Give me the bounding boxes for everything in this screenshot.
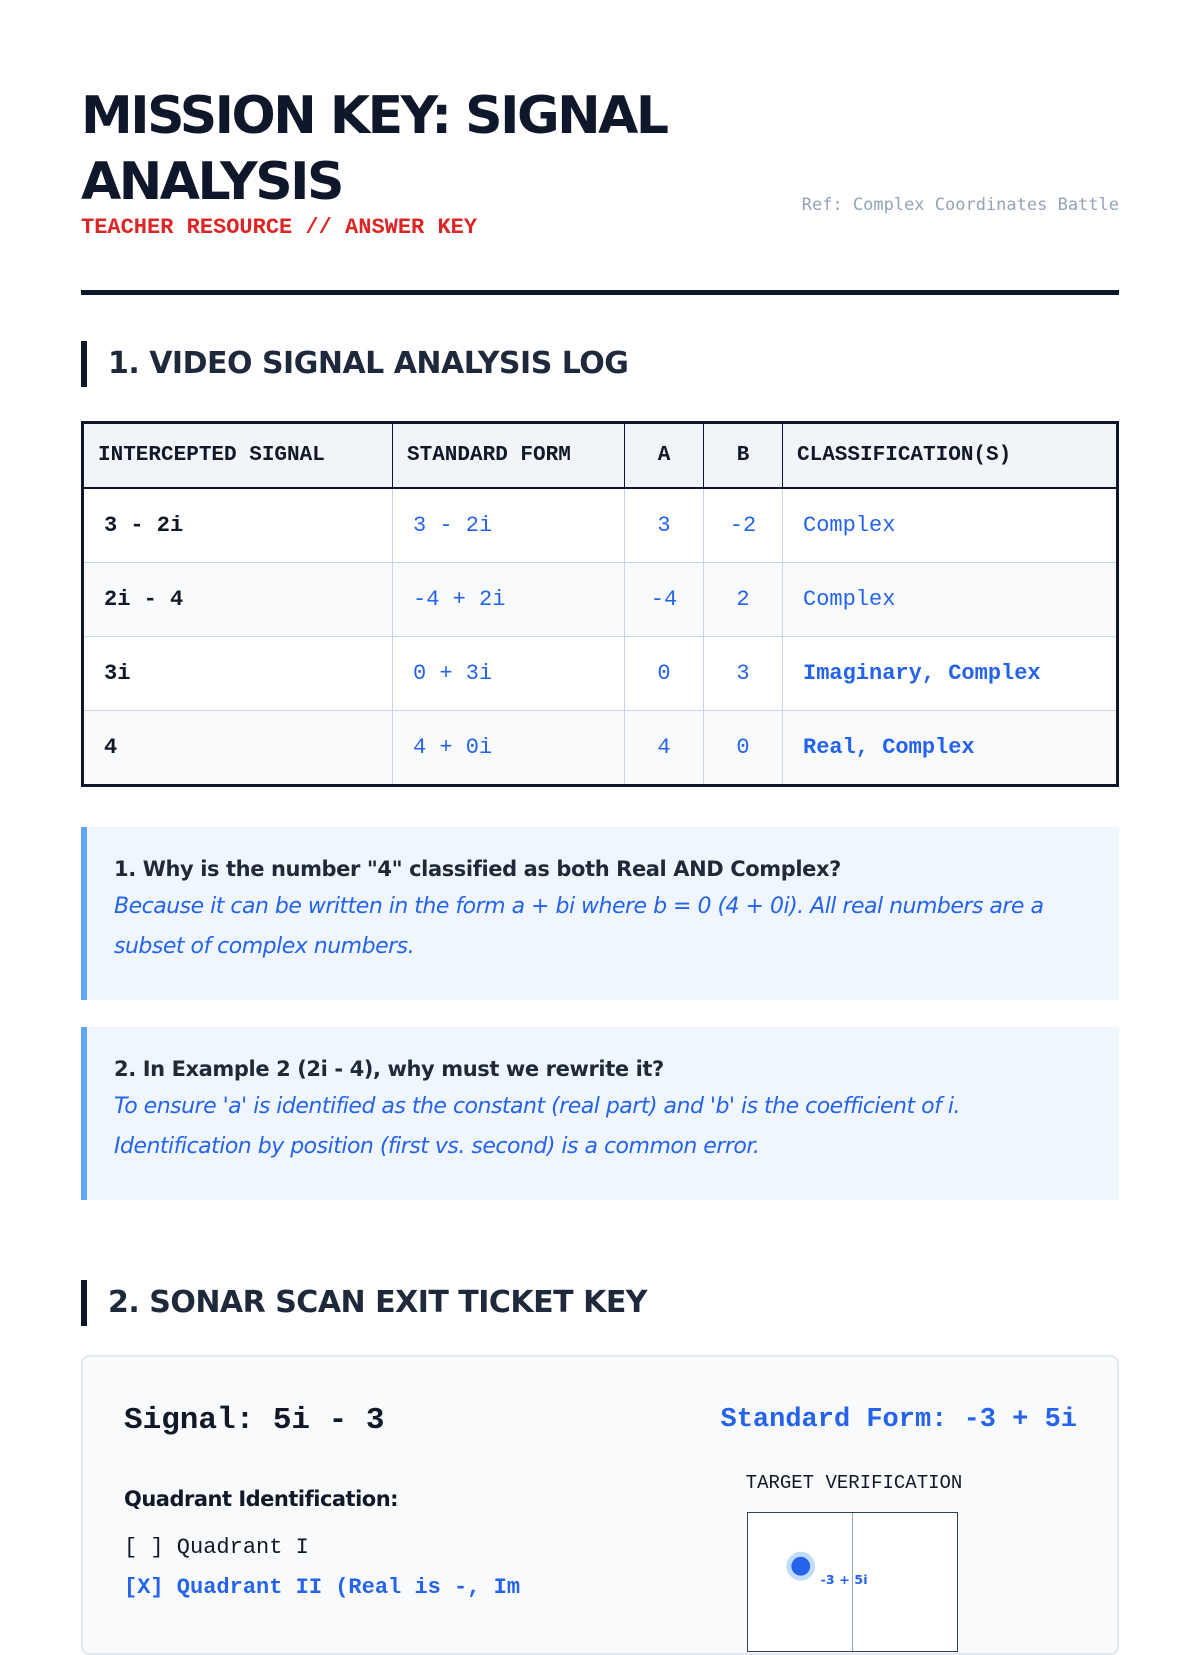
standard-form-cell: 3 - 2i [393,488,625,563]
signal-cell: 4 [83,711,393,786]
b-value-cell: 0 [704,711,783,786]
column-header: STANDARD FORM [393,423,625,489]
page-title: MISSION KEY: SIGNAL ANALYSIS [81,86,667,212]
a-value-cell: 3 [625,488,704,563]
question-callout-2 [81,1027,1119,1200]
standard-form-answer: Standard Form: -3 + 5i [720,1405,1077,1435]
column-header: CLASSIFICATION(S) [783,423,1118,489]
signal-label: Signal: 5i - 3 [124,1403,385,1438]
b-value-cell: -2 [704,488,783,563]
page-header [81,0,1119,295]
signal-cell: 3i [83,637,393,711]
question-text: 2. In Example 2 (2i - 4), why must we rewrite it? [114,1057,664,1081]
quadrant-heading: Quadrant Identification: [124,1487,399,1511]
target-verification-label: TARGET VERIFICATION [745,1472,963,1494]
question-callout-1 [81,827,1119,1000]
answer-text: Because it can be written in the form a + bi where b = 0 (4 + 0i). All real numbers are a subset of complex numbers. [114,894,1044,959]
table-row [83,563,1118,637]
answer-text: To ensure 'a' is identified as the constant (real part) and 'b' is the coefficient of i. Identification by position (first vs. second) is a common error. [114,1094,960,1159]
b-value-cell: 3 [704,637,783,711]
b-value-cell: 2 [704,563,783,637]
page-subtitle: TEACHER RESOURCE // ANSWER KEY [81,215,478,240]
classification-cell: Imaginary, Complex [783,637,1118,711]
target-point [789,1554,813,1578]
signal-cell: 2i - 4 [83,563,393,637]
standard-form-cell: 4 + 0i [393,711,625,786]
section-2-heading: 2. SONAR SCAN EXIT TICKET KEY [81,1280,647,1326]
standard-form-cell: -4 + 2i [393,563,625,637]
a-value-cell: 0 [625,637,704,711]
signal-analysis-table [81,421,1119,787]
exit-ticket-card [81,1355,1119,1655]
standard-form-cell: 0 + 3i [393,637,625,711]
table-row [83,637,1118,711]
quadrant-option-1: [ ] Quadrant I [124,1535,309,1560]
reference-note: Ref: Complex Coordinates Battle [801,195,1119,215]
column-header: B [704,423,783,489]
question-text: 1. Why is the number "4" classified as both Real AND Complex? [114,857,841,881]
table-row [83,711,1118,786]
a-value-cell: 4 [625,711,704,786]
signal-cell: 3 - 2i [83,488,393,563]
section-1-heading: 1. VIDEO SIGNAL ANALYSIS LOG [81,341,628,387]
quadrant-option-2-selected: [X] Quadrant II (Real is -, Im [124,1575,521,1600]
column-header: INTERCEPTED SIGNAL [83,423,393,489]
target-point-label: -3 + 5i [820,1572,868,1588]
table-row [83,488,1118,563]
column-header: A [625,423,704,489]
answer-key-page [81,0,1119,1600]
classification-cell: Complex [783,488,1118,563]
table-header-row [83,423,1118,489]
classification-cell: Real, Complex [783,711,1118,786]
classification-cell: Complex [783,563,1118,637]
a-value-cell: -4 [625,563,704,637]
target-verification-plot [747,1512,958,1652]
